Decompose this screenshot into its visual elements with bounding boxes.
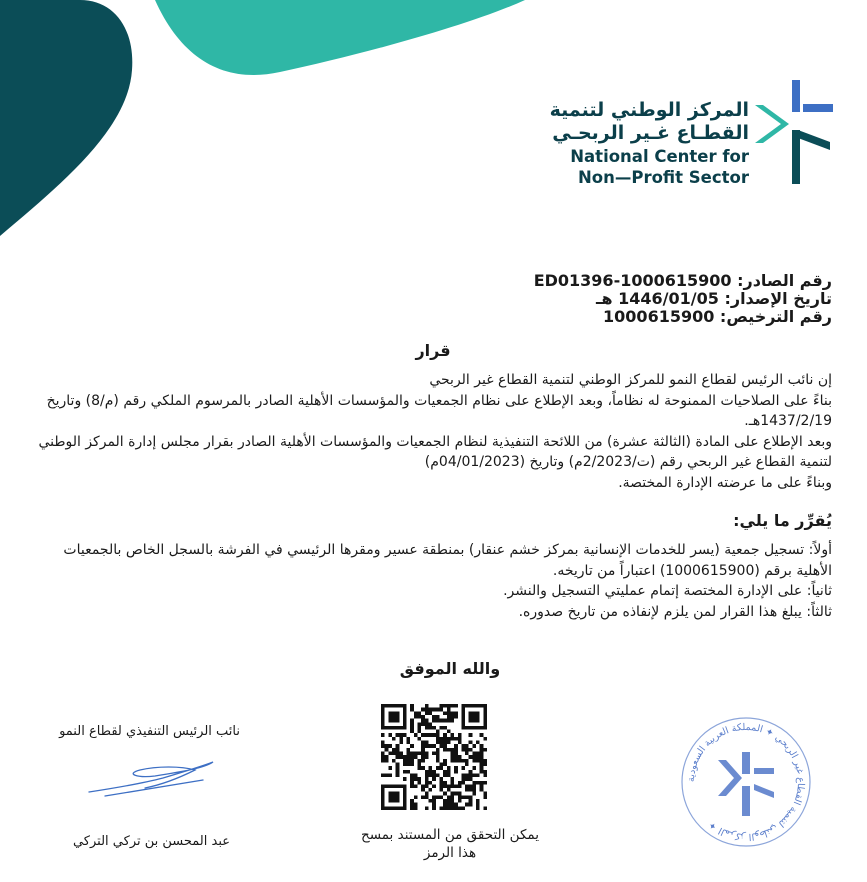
- svg-text:المركز الوطني لتنمية القطاع غي: [686, 722, 806, 842]
- issue-date: تاريخ الإصدار: 1446/01/05 هـ: [596, 289, 832, 308]
- preamble-line: إن نائب الرئيس لقطاع النمو للمركز الوطني لتنمية القطاع غير الربحي: [429, 372, 832, 388]
- license-number: رقم الترخيص: 1000615900: [603, 307, 832, 326]
- signature-icon: [85, 758, 220, 800]
- dark-teal-shape: [0, 0, 132, 236]
- stamp-text: المركز الوطني لتنمية القطاع غير الربحي ✦ المملكة العربية السعودية ✦: [685, 721, 807, 843]
- preamble-line: وبناءً على ما عرضته الإدارة المختصة.: [618, 474, 832, 491]
- teal-shape: [155, 0, 525, 75]
- qr-code-icon[interactable]: [381, 704, 487, 810]
- logo-english-line2: Non—Profit Sector: [577, 168, 749, 187]
- logo-english-line1: National Center for: [570, 147, 749, 166]
- decides-heading: يُقرِّر ما يلي:: [733, 511, 832, 530]
- article-item: ثالثاً: يبلغ هذا القرار لمن يلزم لإنفاذه من تاريخ صدوره.: [518, 603, 832, 620]
- logo-arabic-line2: القطـاع غـير الربحـي: [552, 122, 749, 144]
- preamble: [32, 370, 832, 493]
- decision-heading: قرار: [415, 341, 451, 360]
- closing-phrase: والله الموفق: [399, 659, 501, 678]
- article-item: أولاً: تسجيل جمعية (يسر للخدمات الإنسانية بمركز خشم عنقار) بمنطقة عسير ومقرها الرئيسي في الفرشة بالسجل الخاص بالجمعيات الأهلية برقم (1000615900) اعتباراً من تاريخه.: [63, 542, 832, 579]
- logo-arabic-line1: المركز الوطني لتنمية: [549, 99, 749, 121]
- signatory-title: نائب الرئيس التنفيذي لقطاع النمو: [59, 724, 240, 739]
- issue-number: رقم الصادر: ED01396-1000615900: [533, 271, 832, 290]
- official-stamp-icon: [676, 712, 816, 852]
- logo-icon: [755, 80, 835, 188]
- qr-caption: يمكن التحقق من المستند بمسح هذا الرمز: [361, 827, 539, 861]
- articles: [32, 540, 832, 622]
- article-item: ثانياً: على الإدارة المختصة إتمام عمليتي التسجيل والنشر.: [503, 583, 832, 599]
- preamble-line: بناءً على الصلاحيات الممنوحة له نظاماً، وبعد الإطلاع على نظام الجمعيات والمؤسسات الأهلية الصادر بالمرسوم الملكي رقم (م/8) وتاريخ 1437/2/19هـ.: [46, 392, 832, 429]
- preamble-line: وبعد الإطلاع على المادة (الثالثة عشرة) من اللائحة التنفيذية لنظام الجمعيات والمؤسسات الأهلية الصادر بقرار مجلس إدارة المركز الوطني لتنمية القطاع غير الربحي رقم (ت/2/2023م) وتاريخ (04/01/2023م): [38, 433, 832, 470]
- signatory-name: عبد المحسن بن تركي التركي: [72, 834, 230, 849]
